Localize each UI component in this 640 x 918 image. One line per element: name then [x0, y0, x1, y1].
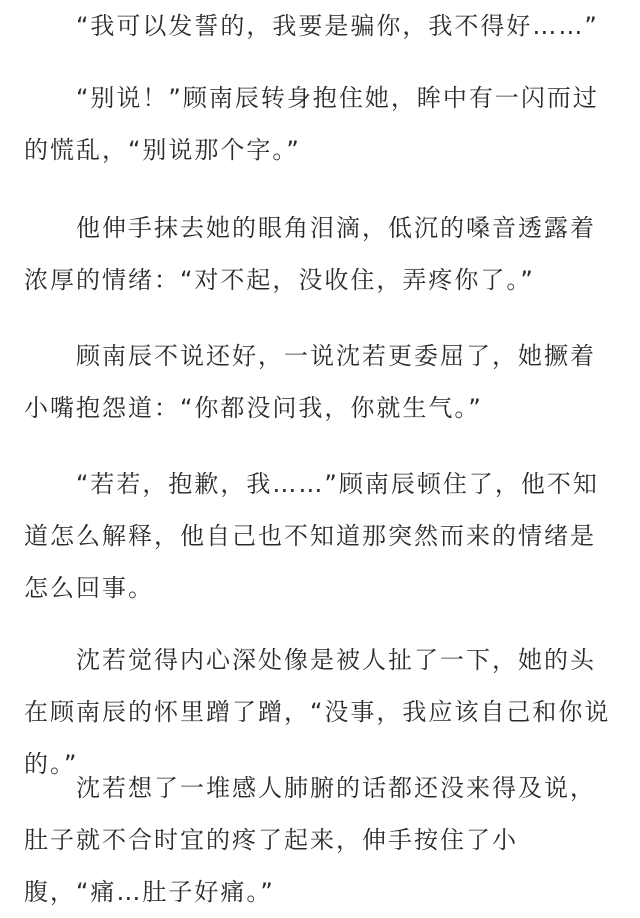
- paragraph-6: 沈若觉得内心深处像是被人扯了一下，她的头在顾南辰的怀里蹭了蹭，“没事，我应该自己和你说的。”: [24, 646, 611, 778]
- paragraph-5: “若若，抱歉，我……”顾南辰顿住了，他不知道怎么解释，他自己也不知道那突然而来的情绪是怎么回事。: [24, 470, 599, 602]
- paragraph-4: 顾南辰不说还好，一说沈若更委屈了，她撅着小嘴抱怨道：“你都没问我，你就生气。”: [24, 342, 596, 422]
- paragraph-1: “我可以发誓的，我要是骗你，我不得好……”: [76, 12, 599, 40]
- paragraph-3: 他伸手抹去她的眼角泪滴，低沉的嗓音透露着浓厚的情绪：“对不起，没收住，弄疼你了。”: [24, 214, 596, 294]
- paragraph-7: 沈若想了一堆感人肺腑的话都还没来得及说，肚子就不合时宜的疼了起来，伸手按住了小腹，“痛…肚子好痛。”: [24, 774, 596, 906]
- paragraph-2: “别说！”顾南辰转身抱住她，眸中有一闪而过的慌乱，“别说那个字。”: [24, 84, 599, 164]
